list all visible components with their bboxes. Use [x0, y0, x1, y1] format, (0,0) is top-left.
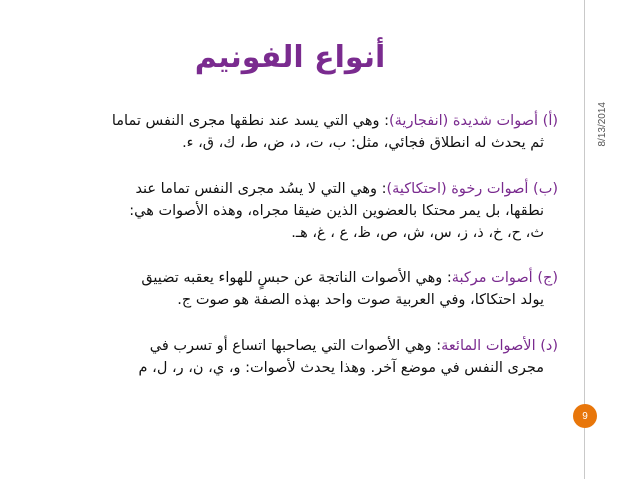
paragraph-plosive [28, 110, 558, 154]
paragraph-marker: (أ) [542, 113, 558, 129]
paragraph-text: مجرى النفس في موضع آخر. وهذا يحدث لأصوات: و، ي، ن، ر، ل، م [138, 360, 544, 376]
paragraph-marker: (د) [540, 338, 558, 354]
paragraph-text: : وهي التي يسد عند نطقها مجرى النفس تماما [111, 113, 389, 129]
paragraph-term: أصوات شديدة (انفجارية) [389, 113, 539, 129]
slide-date: 8/13/2014 [597, 102, 608, 147]
paragraph-term: أصوات رخوة (احتكاكية) [386, 181, 529, 197]
paragraph-fricative [28, 178, 558, 244]
paragraph-text: نطقها، بل يمر محتكا بالعضوين الذين ضيقا مجراه، وهذه الأصوات هي: [129, 203, 544, 219]
paragraph-text: ثم يحدث له انطلاق فجائي، مثل: ب، ت، د، ض، ط، ك، ق، ء. [182, 135, 544, 151]
paragraph-text: يولد احتكاكا، وفي العربية صوت واحد بهذه الصفة هو صوت ج. [177, 292, 544, 308]
slide-title: أنواع الفونيم [194, 40, 386, 75]
paragraph-marker: (ج) [537, 270, 558, 286]
paragraph-term: أصوات مركبة [451, 270, 533, 286]
paragraph-marker: (ب) [533, 181, 558, 197]
page-number-badge: 9 [573, 404, 597, 428]
paragraph-liquid [28, 335, 558, 379]
paragraph-text: : وهي التي لا يسُد مجرى النفس تماما عند [135, 181, 387, 197]
paragraph-text: ث، ح، خ، ذ، ز، س، ش، ص، ظ، ع ، غ، هـ. [291, 225, 544, 241]
slide-body [28, 110, 558, 379]
paragraph-text: : وهي الأصوات التي يصاحبها اتساع أو تسرب في [149, 338, 442, 354]
paragraph-affricate [28, 267, 558, 311]
paragraph-text: : وهي الأصوات الناتجة عن حبسٍ للهواء يعقبه تضييق [141, 270, 452, 286]
paragraph-term: الأصوات المائعة [441, 338, 536, 354]
